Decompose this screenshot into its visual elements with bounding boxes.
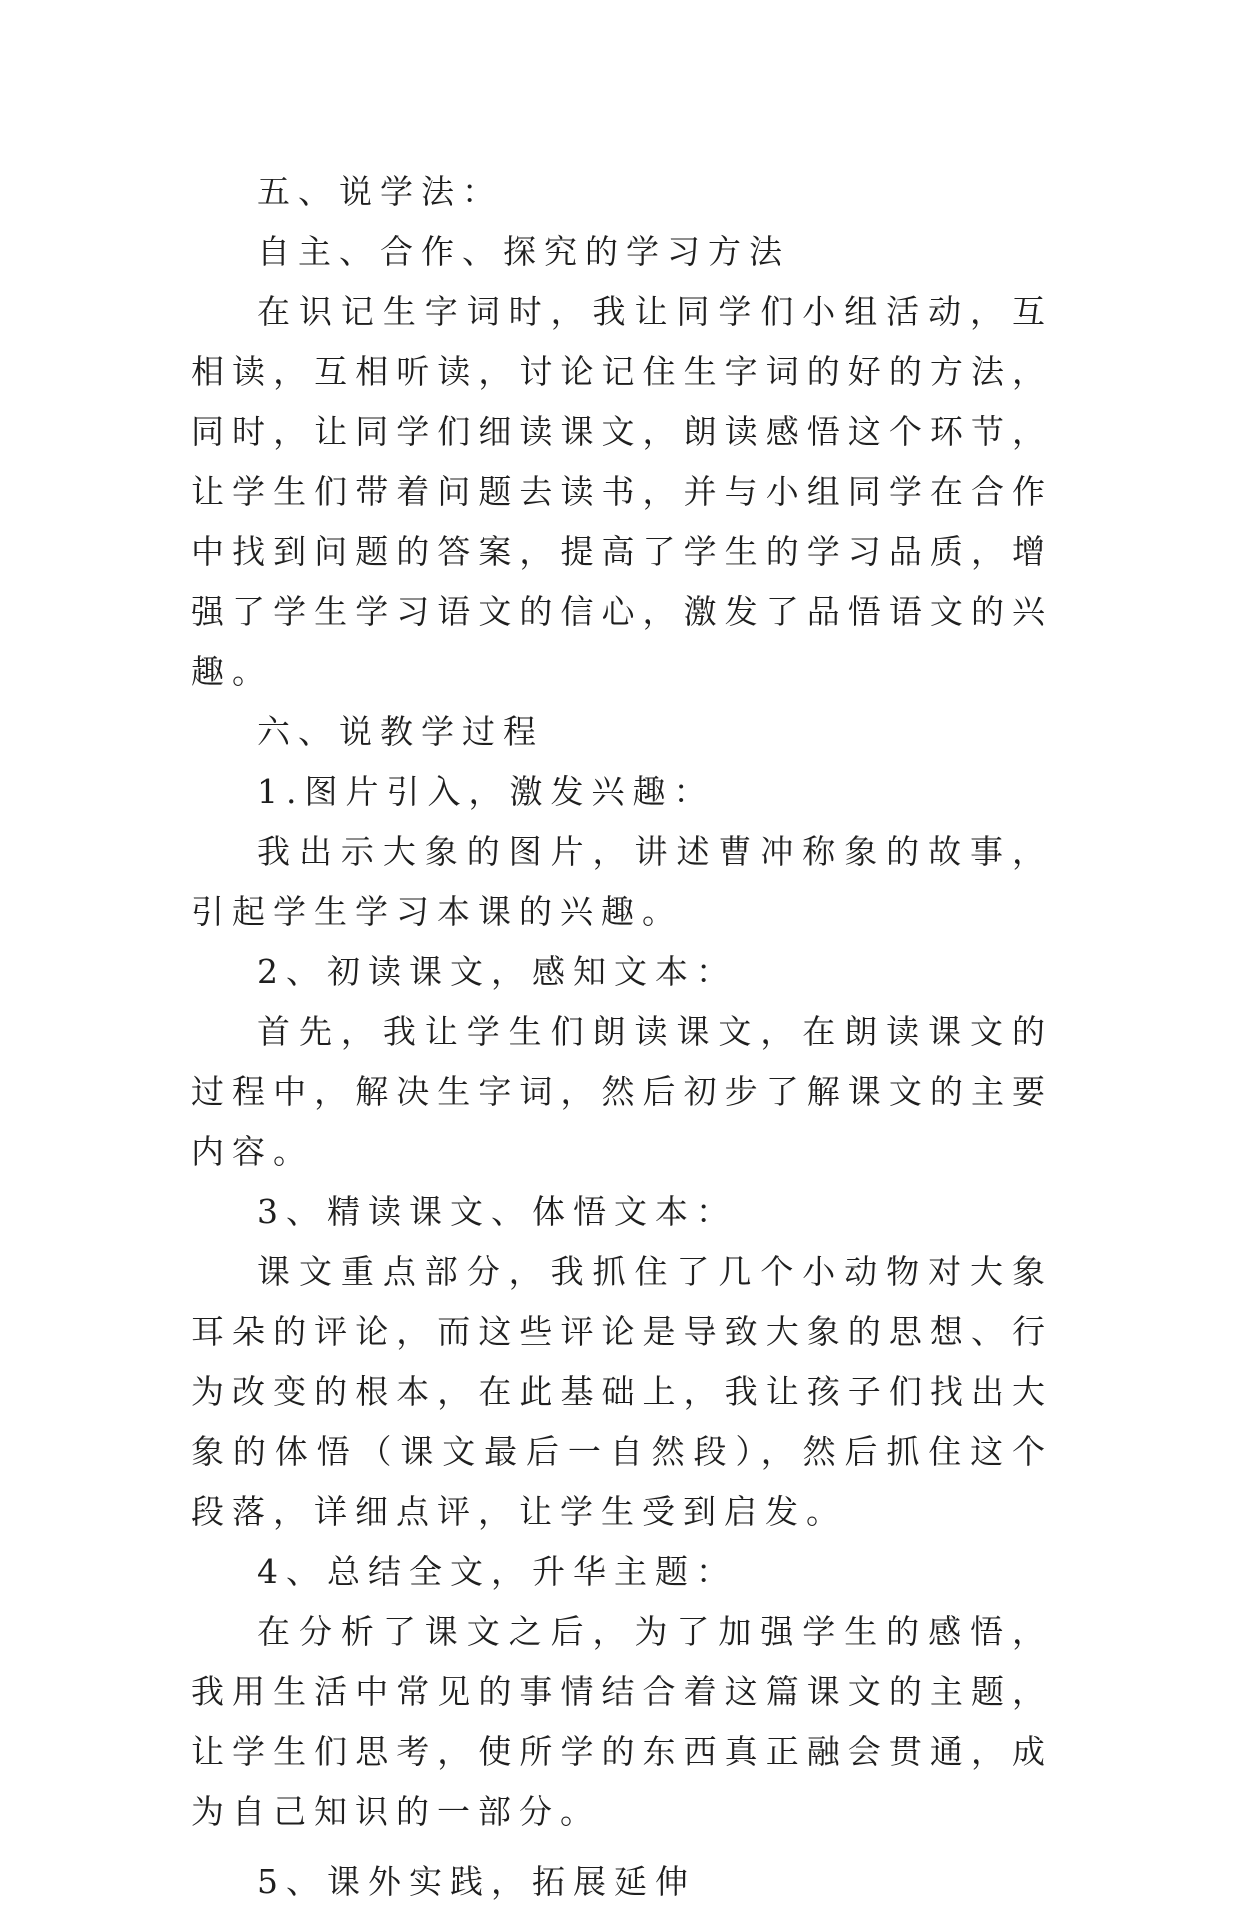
heading-teaching-process: 六、说教学过程 — [257, 712, 544, 751]
paragraph-step-4: 在分析了课文之后，为了加强学生的感悟，我用生活中常见的事情结合着这篇课文的主题，让学生们思考，使所学的东西真正融会贯通，成为自己知识的一部分。 — [191, 1612, 1053, 1831]
heading-step-5: 5、课外实践，拓展延伸 — [257, 1862, 696, 1901]
heading-step-2: 2、初读课文，感知文本： — [257, 952, 737, 991]
heading-step-3: 3、精读课文、体悟文本： — [257, 1192, 737, 1231]
paragraph-step-3: 课文重点部分，我抓住了几个小动物对大象耳朵的评论，而这些评论是导致大象的思想、行为改变的根本，在此基础上，我让孩子们找出大象的体悟（课文最后一自然段），然后抓住这个段落，详细点评，让学生受到启发。 — [191, 1252, 1053, 1531]
heading-step-1: 1.图片引入，激发兴趣： — [257, 772, 715, 811]
paragraph-step-2: 首先，我让学生们朗读课文，在朗读课文的过程中，解决生字词，然后初步了解课文的主要内容。 — [191, 1012, 1053, 1171]
paragraph-study-methods-summary: 自主、合作、探究的学习方法 — [257, 232, 790, 271]
heading-step-4: 4、总结全文，升华主题： — [257, 1552, 737, 1591]
document-body — [191, 162, 1053, 1912]
heading-study-methods: 五、说学法： — [257, 172, 503, 211]
paragraph-step-1: 我出示大象的图片，讲述曹冲称象的故事，引起学生学习本课的兴趣。 — [191, 832, 1053, 931]
paragraph-study-methods-detail: 在识记生字词时，我让同学们小组活动，互相读，互相听读，讨论记住生字词的好的方法，同时，让同学们细读课文，朗读感悟这个环节，让学生们带着问题去读书，并与小组同学在合作中找到问题的答案，提高了学生的学习品质，增强了学生学习语文的信心，激发了品悟语文的兴趣。 — [191, 292, 1053, 691]
